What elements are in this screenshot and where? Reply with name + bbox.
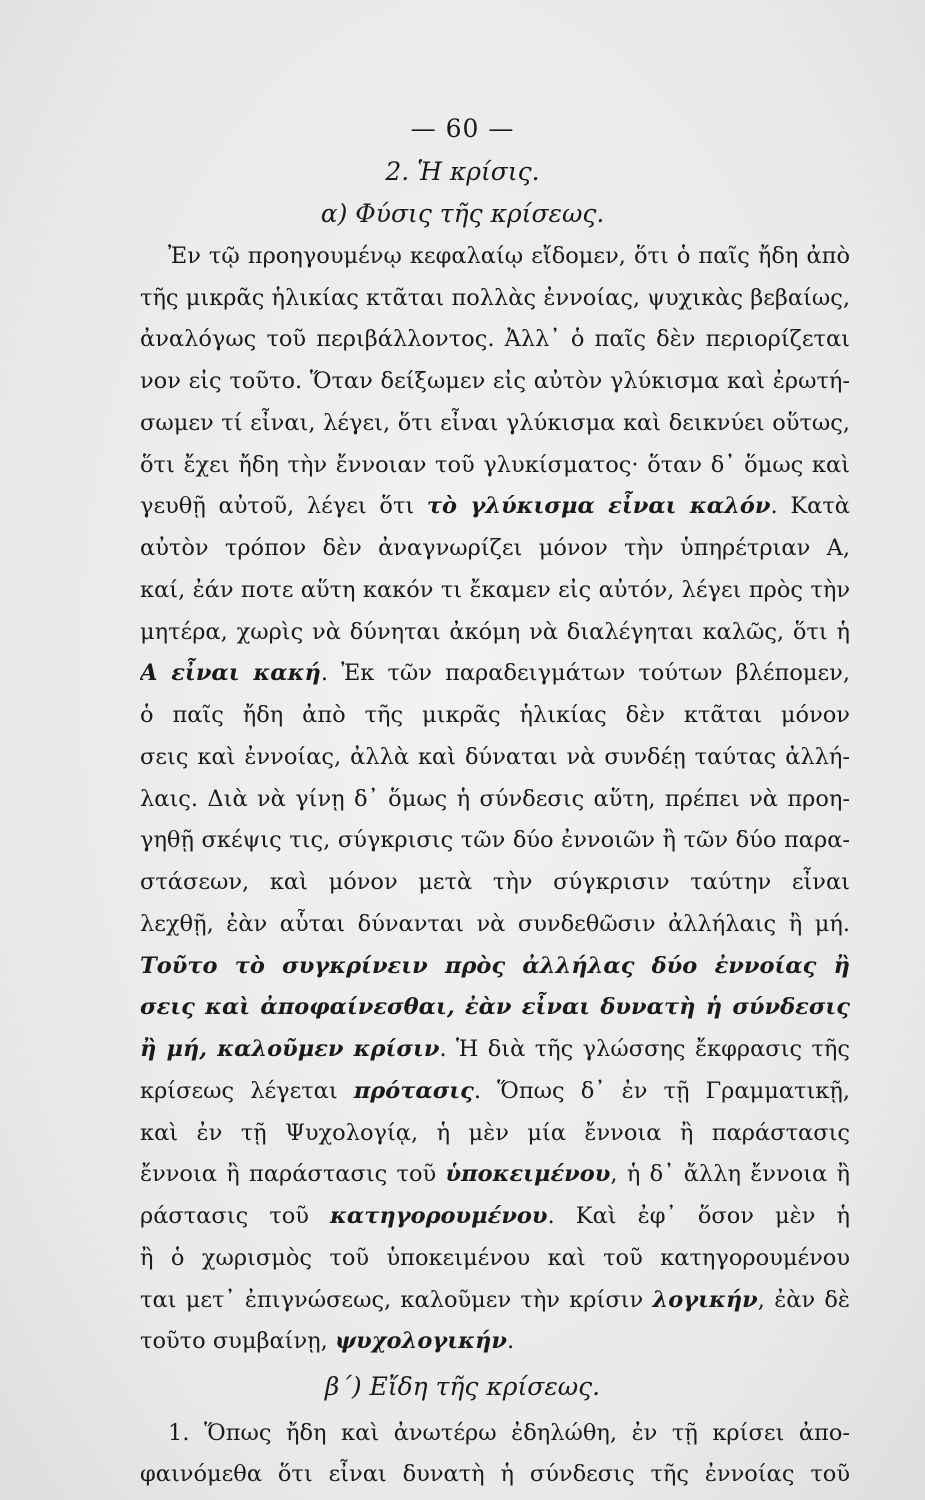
line-segment: . Καὶ ἐφ᾽ ὅσον μὲν ἡ (547, 1203, 850, 1229)
emphasized-phrase: Α εἶναι κακή (140, 660, 321, 686)
text-line-emphasis (140, 1159, 850, 1189)
text-line-emphasis (140, 1034, 850, 1064)
text-line: ἢ ὁ χωρισμὸς τοῦ ὑποκειμένου καὶ τοῦ κατηγορουμένου (140, 1245, 850, 1271)
line-segment: . Ἡ διὰ τῆς γλώσσης ἔκφρασις τῆς (439, 1036, 850, 1062)
text-line: σωμεν τί εἶναι, λέγει, ὅτι εἶναι γλύκισμα καὶ δεικνύει οὕτως, (140, 410, 850, 436)
page-number: — 60 — (410, 114, 515, 143)
text-line: Ἐν τῷ προηγουμένῳ κεφαλαίῳ εἴδομεν, ὅτι ὁ παῖς ἤδη ἀπὸ (168, 243, 850, 269)
text-line: στάσεων, καὶ μόνον μετὰ τὴν σύγκρισιν ταύτην εἶναι (140, 869, 850, 895)
emphasized-phrase: τὸ γλύκισμα εἶναι καλόν (426, 493, 771, 519)
text-line: λαις. Διὰ νὰ γίνῃ δ᾽ ὅμως ἡ σύνδεσις αὕτη, πρέπει νὰ προη- (140, 786, 850, 812)
line-segment: ράστασις τοῦ (140, 1203, 331, 1229)
line-segment: , ἡ δ᾽ ἄλλη ἔννοια ἢ (610, 1161, 850, 1187)
text-line-emphasis (140, 1326, 850, 1356)
text-line: λεχθῇ, ἐὰν αὗται δύνανται νὰ συνδεθῶσιν ἀλλήλαις ἢ μή. (140, 911, 850, 937)
line-segment: ἔννοια ἢ παράστασις τοῦ (140, 1161, 446, 1187)
text-line: καί, ἐάν ποτε αὕτη κακόν τι ἔκαμεν εἰς αὐτόν, λέγει πρὸς τὴν (140, 577, 850, 603)
text-line-emphasis: Τοῦτο τὸ συγκρίνειν πρὸς ἀλλήλας δύο ἐννοίας ἢ (140, 953, 850, 979)
text-line-emphasis (140, 491, 850, 521)
text-line-emphasis (140, 1201, 850, 1231)
text-line-emphasis (140, 1285, 850, 1315)
text-line: γηθῇ σκέψις τις, σύγκρισις τῶν δύο ἐννοιῶν ἢ τῶν δύο παρα- (140, 827, 850, 853)
text-line: νον εἰς τοῦτο. Ὅταν δείξωμεν εἰς αὐτὸν γλύκισμα καὶ ἐρωτή- (140, 368, 850, 394)
text-line: μητέρα, χωρὶς νὰ δύνηται ἀκόμη νὰ διαλέγηται καλῶς, ὅτι ἡ (140, 619, 850, 645)
line-segment: γευθῇ αὐτοῦ, λέγει ὅτι (140, 493, 427, 519)
subheading-nature-of-judgment: α) Φύσις τῆς κρίσεως. (320, 199, 605, 228)
text-line: τῆς μικρᾶς ἡλικίας κτᾶται πολλὰς ἐννοίας, ψυχικὰς βεβαίως, (140, 285, 850, 311)
text-line-emphasis (140, 1076, 850, 1106)
text-line: ὅτι ἔχει ἤδη τὴν ἔννοιαν τοῦ γλυκίσματος· ὅταν δ᾽ ὅμως καὶ (140, 452, 850, 478)
text-line: καὶ ἐν τῇ Ψυχολογίᾳ, ἡ μὲν μία ἔννοια ἢ παράστασις (140, 1120, 850, 1146)
line-segment: κρίσεως λέγεται (140, 1078, 354, 1104)
line-segment: ται μετ᾽ ἐπιγνώσεως, καλοῦμεν τὴν κρίσιν (140, 1287, 653, 1313)
emphasized-phrase: κατηγορουμένου (330, 1203, 548, 1229)
text-line-emphasis: σεις καὶ ἀποφαίνεσθαι, ἐὰν εἶναι δυνατὴ ἡ σύνδεσις (140, 994, 850, 1020)
section-heading: 2. Ἡ κρίσις. (385, 157, 540, 186)
emphasized-phrase: ἢ μή, καλοῦμεν κρίσιν (140, 1036, 440, 1062)
text-line: αὐτὸν τρόπον δὲν ἀναγνωρίζει μόνον τὴν ὑπηρέτριαν Α, (140, 535, 850, 561)
emphasized-phrase: πρότασις (353, 1078, 474, 1104)
text-line: 1. Ὅπως ἤδη καὶ ἀνωτέρω ἐδηλώθη, ἐν τῇ κρίσει ἀπο- (168, 1420, 850, 1446)
line-segment: . Κατὰ (770, 493, 850, 519)
text-line: ὁ παῖς ἤδη ἀπὸ τῆς μικρᾶς ἡλικίας δὲν κτᾶται μόνον (140, 702, 850, 728)
line-segment: . (506, 1328, 515, 1354)
text-line: ἀναλόγως τοῦ περιβάλλοντος. Ἀλλ᾽ ὁ παῖς δὲν περιορίζεται (140, 326, 850, 352)
emphasized-phrase: ὑποκειμένου (445, 1161, 611, 1187)
subheading-types-of-judgment-visible: β΄) Εἴδη τῆς κρίσεως. (324, 1372, 601, 1401)
text-line-emphasis (140, 658, 850, 688)
text-line: φαινόμεθα ὅτι εἶναι δυνατὴ ἡ σύνδεσις τῆς ἐννοίας τοῦ (140, 1461, 850, 1487)
emphasized-phrase: λογικήν (652, 1287, 758, 1313)
emphasized-phrase: ψυχολογικήν (334, 1328, 507, 1354)
line-segment: . Ἐκ τῶν παραδειγμάτων τούτων βλέπομεν, (320, 660, 850, 686)
text-line: σεις καὶ ἐννοίας, ἀλλὰ καὶ δύναται νὰ συνδέῃ ταύτας ἀλλή- (140, 744, 850, 770)
line-segment: , ἐὰν δὲ (757, 1287, 850, 1313)
line-segment: . Ὅπως δ᾽ ἐν τῇ Γραμματικῇ, (473, 1078, 850, 1104)
line-segment: τοῦτο συμβαίνῃ, (140, 1328, 335, 1354)
